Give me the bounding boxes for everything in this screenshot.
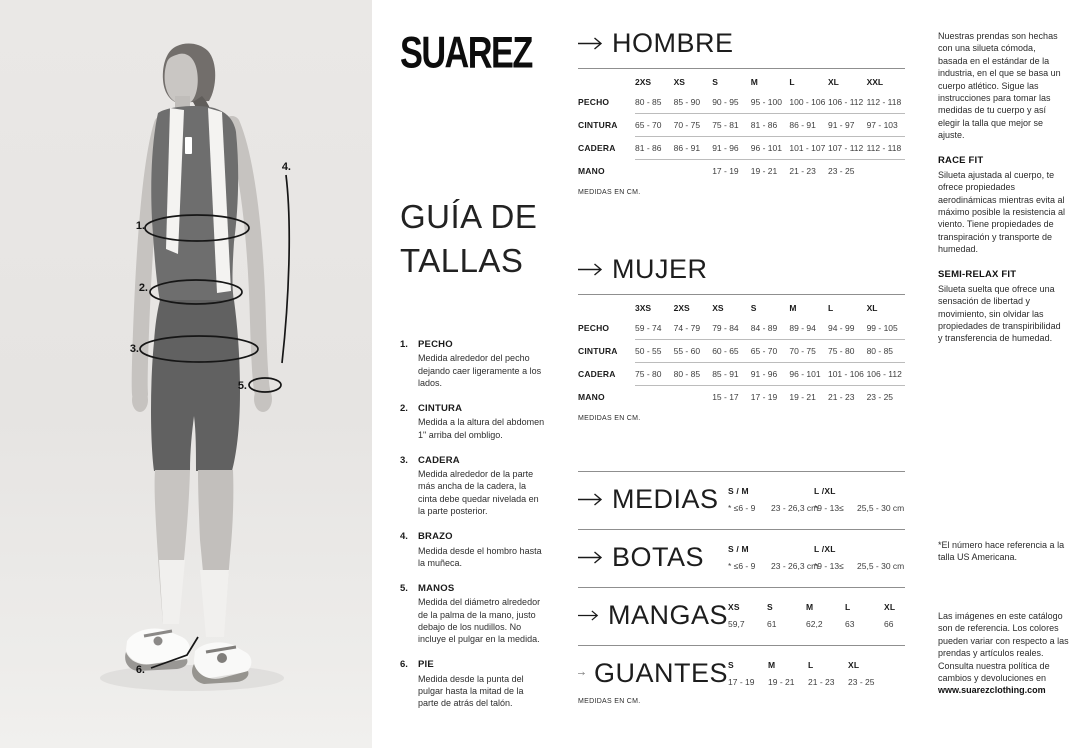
cell-value: 81 - 86 [635, 142, 662, 153]
disclaimer-text: Las imágenes en este catálogo son de referencia. Los colores pueden variar con respecto a las prendas y artículos reales. Consulta nuestra política de cambios y devoluciones en [938, 611, 1069, 684]
cell-value: 112 - 118 [866, 142, 902, 153]
cell-value: 65 - 70 [635, 119, 662, 130]
size-values [845, 619, 884, 629]
table-row [578, 90, 905, 113]
size-group [728, 602, 767, 629]
cell-value: 70 - 75 [673, 119, 701, 130]
size-value: 23 - 26,3 cm [771, 561, 819, 571]
size-values [768, 677, 808, 687]
cell-value: 101 - 107 [789, 142, 826, 153]
table-row [578, 362, 905, 385]
section-mujer [578, 254, 905, 422]
size-label: S [767, 602, 773, 612]
cell-value: 15 - 17 [712, 391, 739, 402]
size-label: XS [728, 602, 740, 612]
units-note: MEDIDAS EN CM. [578, 415, 641, 422]
annotation-label-2: 2. [138, 282, 148, 294]
section-title: HOMBRE [612, 28, 734, 58]
intro-paragraph: Nuestras prendas son hechas con una silueta cómoda, basada en el estándar de la industria, en el que se basa un cuerpo atlético. Sigue las instrucciones para tomar las medidas de tu cuerpo y así elegir la talla que mejor se ajuste. [938, 31, 1061, 141]
race-fit-paragraph: Silueta ajustada al cuerpo, te ofrece propiedades aerodinámicas mientras evita al máximo posible la resistencia al viento. Tiene propiedades de transpiración y transporte de humedad. [938, 169, 1066, 255]
table-row [578, 385, 905, 408]
row-label: CADERA [578, 142, 616, 153]
measurement-title: MANOS [418, 582, 455, 594]
size-value: 23 - 26,3 cm [771, 503, 819, 513]
cell-value: 19 - 21 [750, 165, 778, 176]
table-row [578, 136, 905, 159]
cell-value: 106 - 112 [827, 96, 864, 107]
annotation-label-4: 4. [281, 161, 291, 173]
cell-value: 101 - 106 [827, 368, 864, 379]
size-value: * ≤6 - 9 [728, 561, 756, 571]
cell-value: 84 - 89 [750, 322, 778, 333]
measurement-item [400, 659, 550, 709]
row-label: CINTURA [578, 345, 618, 356]
arrow-right-icon [578, 493, 603, 506]
cell-value: 70 - 75 [789, 345, 816, 356]
size-group [884, 602, 923, 629]
arrow-right-icon [578, 37, 603, 50]
measurement-item [400, 583, 550, 645]
row-label: PECHO [578, 96, 610, 107]
mangas-size-table [728, 602, 923, 629]
size-label: L [808, 660, 814, 670]
size-value: 25,5 - 30 cm [857, 561, 905, 571]
table-header-row [578, 299, 905, 316]
measurement-description: Medida desde la punta del pulgar hasta la mitad de la parte de atrás del talón. [418, 673, 524, 709]
measurement-instructions [400, 339, 550, 709]
size-value: 17 - 19 [728, 677, 755, 687]
cell-value: 50 - 55 [635, 345, 662, 356]
cell-value: 85 - 91 [712, 368, 739, 379]
size-values [808, 677, 848, 687]
measurement-body [418, 659, 546, 709]
measurement-item [400, 455, 550, 517]
accessory-sections [578, 471, 905, 719]
cell-value: 17 - 19 [750, 391, 778, 402]
size-values [806, 619, 845, 629]
chest-logo-patch [185, 137, 192, 154]
column-header: S [750, 302, 757, 313]
measurement-description: Medida alrededor del pecho dejando caer ligeramente a los lados. [418, 353, 542, 388]
size-value: *9 - 13≤ [814, 503, 844, 513]
section-hombre [578, 28, 905, 196]
size-label: L /XL [814, 486, 836, 496]
size-label: XL [884, 602, 896, 612]
cell-value: 59 - 74 [635, 322, 662, 333]
brand-logo: SUAREZ [400, 27, 532, 78]
floor-shadow [100, 665, 284, 691]
size-group [768, 660, 808, 687]
cell-value: 80 - 85 [866, 345, 894, 356]
size-label: M [806, 602, 814, 612]
size-label: L /XL [814, 544, 836, 554]
size-value: 62,2 [806, 619, 823, 629]
cell-value: 106 - 112 [866, 368, 902, 379]
cell-value: 91 - 97 [827, 119, 855, 130]
us-size-footnote: *El número hace referencia a la talla US Americana. [938, 540, 1065, 563]
measurement-number: 1. [400, 339, 408, 351]
size-value: 19 - 21 [768, 677, 795, 687]
cell-value: 100 - 106 [789, 96, 826, 107]
units-note: MEDIDAS EN CM. [578, 698, 641, 705]
cell-value: 65 - 70 [750, 345, 778, 356]
size-values [767, 619, 806, 629]
size-value: 21 - 23 [808, 677, 835, 687]
size-values [728, 619, 767, 629]
size-values [728, 503, 819, 513]
cell-value: 23 - 25 [827, 165, 855, 176]
cell-value: 96 - 101 [750, 142, 782, 153]
model-photo-illustration [0, 0, 372, 748]
measurement-body [418, 455, 546, 517]
measurement-description: Medida desde el hombro hasta la muñeca. [418, 545, 542, 568]
cell-value: 55 - 60 [673, 345, 701, 356]
page-title: GUÍA DE TALLAS [400, 197, 538, 279]
size-label: XL [848, 660, 860, 670]
size-tables-column [578, 28, 905, 719]
section-title: GUANTES [593, 658, 728, 688]
column-header: L [827, 302, 834, 313]
size-group [808, 660, 848, 687]
mujer-size-table [578, 294, 905, 422]
size-values [814, 503, 905, 513]
cell-value: 89 - 94 [789, 322, 816, 333]
cell-value: 74 - 79 [673, 322, 701, 333]
row-label: MANO [578, 391, 605, 402]
section-title: BOTAS [612, 542, 705, 572]
size-value: 63 [845, 619, 855, 629]
column-header: M [789, 302, 797, 313]
cell-value: 19 - 21 [789, 391, 816, 402]
cell-value: 79 - 84 [712, 322, 739, 333]
column-header: 3XS [635, 302, 652, 313]
column-header: XL [866, 302, 878, 313]
divider [578, 294, 905, 295]
measurement-title: PIE [418, 659, 434, 671]
cell-value: 99 - 105 [866, 322, 898, 333]
size-values [848, 677, 888, 687]
size-group [814, 486, 905, 513]
arrow-right-icon [578, 263, 603, 276]
size-value: 25,5 - 30 cm [857, 503, 905, 513]
size-value: *9 - 13≤ [814, 561, 844, 571]
measurement-description: Medida alrededor de la parte más ancha de la cadera, la cinta debe quedar nivelada en la parte posterior. [418, 469, 539, 516]
model-photo [0, 0, 372, 748]
cell-value: 112 - 118 [866, 96, 902, 107]
column-header: 2XS [635, 76, 652, 87]
measurement-body [418, 531, 546, 569]
cell-value: 91 - 96 [750, 368, 778, 379]
table-row [578, 339, 905, 362]
measurement-item [400, 403, 550, 441]
measurement-item [400, 339, 550, 389]
catalog-disclaimer [938, 610, 1070, 697]
measurement-description: Medida a la altura del abdomen 1" arriba del ombligo. [418, 417, 545, 440]
section-guantes [578, 645, 905, 719]
cell-value: 107 - 112 [827, 142, 864, 153]
cell-value: 80 - 85 [635, 96, 662, 107]
cell-value: 86 - 91 [789, 119, 816, 130]
cell-value: 91 - 96 [712, 142, 739, 153]
measurement-number: 2. [400, 403, 408, 415]
cell-value: 60 - 65 [712, 345, 739, 356]
column-header: XL [827, 76, 839, 87]
section-title: MUJER [612, 254, 708, 284]
table-row [578, 159, 905, 182]
units-note: MEDIDAS EN CM. [578, 189, 641, 196]
measurement-number: 5. [400, 582, 408, 594]
section-mangas [578, 587, 905, 645]
size-values [728, 677, 768, 687]
arrow-right-icon [578, 551, 603, 564]
size-label: S [728, 660, 734, 670]
size-label: M [768, 660, 776, 670]
measurement-number: 6. [400, 659, 408, 671]
semi-relax-fit-heading: SEMI-RELAX FIT [938, 268, 1017, 280]
arrow-right-icon [578, 609, 599, 622]
cell-value: 80 - 85 [673, 368, 701, 379]
size-group [845, 602, 884, 629]
table-row [578, 113, 905, 136]
cell-value: 23 - 25 [866, 391, 894, 402]
row-label: CINTURA [578, 119, 618, 130]
website-link[interactable]: www.suarezclothing.com [938, 685, 1046, 696]
row-label: PECHO [578, 322, 610, 333]
botas-size-table [728, 544, 905, 571]
size-group [848, 660, 888, 687]
size-label: S / M [728, 544, 749, 554]
cell-value: 75 - 80 [827, 345, 855, 356]
measurement-title: PECHO [418, 339, 453, 351]
guantes-size-table [728, 660, 905, 687]
race-fit-heading: RACE FIT [938, 154, 984, 166]
measurement-body [418, 583, 546, 645]
size-value: 59,7 [728, 619, 745, 629]
column-header: L [789, 76, 795, 87]
size-label: S / M [728, 486, 749, 496]
cell-value: 81 - 86 [750, 119, 778, 130]
row-label: CADERA [578, 368, 616, 379]
size-values [814, 561, 905, 571]
size-group [806, 602, 845, 629]
cell-value: 21 - 23 [827, 391, 855, 402]
column-header: 2XS [673, 302, 690, 313]
column-header: XXL [866, 76, 884, 87]
measurement-title: BRAZO [418, 531, 453, 543]
section-medias [578, 471, 905, 529]
measurement-number: 4. [400, 531, 408, 543]
measurement-number: 3. [400, 454, 408, 466]
measurement-body [418, 403, 546, 441]
column-header: XS [673, 76, 685, 87]
measurement-title: CINTURA [418, 403, 463, 415]
size-value: 66 [884, 619, 894, 629]
measurement-description: Medida del diámetro alrededor de la palma de la mano, justo debajo de los nudillos. No incluye el pulgar en la medida. [418, 597, 541, 645]
table-header-row [578, 73, 905, 90]
measurement-item [400, 531, 550, 569]
annotation-label-3: 3. [129, 343, 139, 355]
size-values [728, 561, 819, 571]
cell-value: 75 - 81 [712, 119, 739, 130]
size-group [728, 544, 819, 571]
cell-value: 95 - 100 [750, 96, 782, 107]
size-label: L [845, 602, 851, 612]
size-group [767, 602, 806, 629]
size-group [814, 544, 905, 571]
row-label: MANO [578, 165, 605, 176]
medias-size-table [728, 486, 905, 513]
arrow-right-icon [578, 667, 585, 680]
cell-value: 85 - 90 [673, 96, 701, 107]
semi-relax-fit-paragraph: Silueta suelta que ofrece una sensación de libertad y movimiento, sin olvidar las propiedades de transpiribilidad y transferencia de humedad. [938, 283, 1061, 344]
annotation-label-6: 6. [135, 664, 145, 676]
info-column [938, 30, 1069, 730]
cell-value: 86 - 91 [673, 142, 701, 153]
cell-value: 75 - 80 [635, 368, 662, 379]
cell-value: 94 - 99 [827, 322, 855, 333]
size-group [728, 486, 819, 513]
size-value: * ≤6 - 9 [728, 503, 756, 513]
cell-value: 17 - 19 [712, 165, 739, 176]
cell-value: 90 - 95 [712, 96, 739, 107]
column-header: S [712, 76, 718, 87]
cell-value: 21 - 23 [789, 165, 816, 176]
size-values [884, 619, 923, 629]
section-title: MEDIAS [612, 484, 719, 514]
measurement-title: CADERA [418, 454, 460, 466]
size-value: 61 [767, 619, 777, 629]
section-botas [578, 529, 905, 587]
column-header: M [750, 76, 758, 87]
cell-value: 96 - 101 [789, 368, 821, 379]
annotation-label-1: 1. [135, 220, 145, 232]
brand-column [400, 27, 550, 723]
size-group [728, 660, 768, 687]
section-title: MANGAS [607, 600, 728, 630]
table-row [578, 316, 905, 339]
hombre-size-table [578, 68, 905, 196]
size-value: 23 - 25 [848, 677, 875, 687]
measurement-body [418, 339, 546, 389]
divider [578, 68, 905, 69]
column-header: XS [712, 302, 724, 313]
annotation-label-5: 5. [237, 380, 247, 392]
cell-value: 97 - 103 [866, 119, 898, 130]
